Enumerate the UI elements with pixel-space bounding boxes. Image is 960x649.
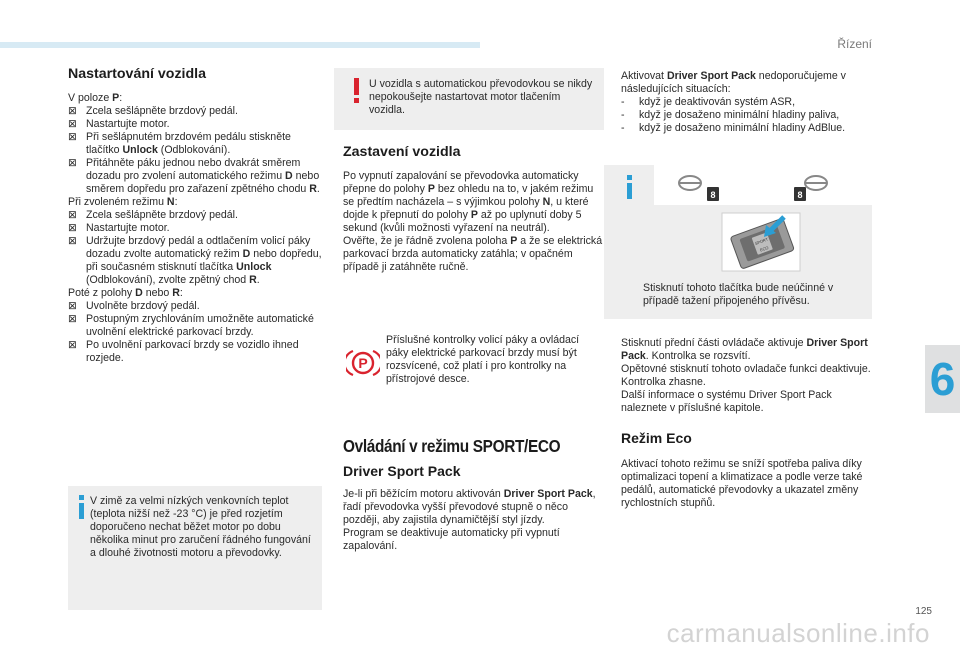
list-item: ⊠ Postupným zrychlováním umožněte automatické uvolnění elektrické parkovací brzdy. xyxy=(68,313,314,338)
dsp-para-2: Program se deaktivuje automaticky při vypnutí zapalování. xyxy=(343,527,560,552)
parking-brake-letter: P xyxy=(358,355,368,371)
parking-brake-note: Příslušné kontrolky volicí páky a ovládací páky elektrické parkovací brzdy musí být rozsvícené, což platí i pro kontrolky na přístrojové desce. xyxy=(386,334,580,385)
bullet-icon: ⊠ xyxy=(68,235,77,247)
dsp-title: Driver Sport Pack xyxy=(343,463,461,479)
bullet-icon: ⊠ xyxy=(68,105,77,117)
bullet-icon: ⊠ xyxy=(68,339,77,351)
neutral-intro: Při zvoleném režimu N: xyxy=(68,196,178,208)
list-item: ⊠ Po uvolnění parkovací brzdy se vozidlo ihned rozjede. xyxy=(68,339,299,364)
dash-bullet: - xyxy=(621,122,625,134)
warning-icon xyxy=(353,78,360,109)
stop-para-1: Po vypnutí zapalování se převodovka automaticky přepne do polohy P bez ohledu na to, v jakém režimu se předtím nacházela – s výjimkou polohy N, u které dojde k přepnutí do polohy P až po uplynutí doby 5 sekund (kvůli možnosti vyřazení na neutrál). xyxy=(343,170,594,234)
start-title: Nastartování vozidla xyxy=(68,66,206,82)
bullet-icon: ⊠ xyxy=(68,209,77,221)
list-item: ⊠ Udržujte brzdový pedál a odtlačením volicí páky dozadu zvolte automatický režim D nebo dopředu, při současném stisknutí tlačítka Unlock (Odblokování), zvolte zpětný chod R. xyxy=(68,235,322,286)
press-para-3: Další informace o systému Driver Sport Pack naleznete v příslušné kapitole. xyxy=(621,389,832,414)
watermark: carmanualsonline.info xyxy=(666,618,930,648)
dash-bullet: - xyxy=(621,96,625,108)
parking-brake-icon xyxy=(346,348,380,378)
winter-note-text: V zimě za velmi nízkých venkovních teplot (teplota nižší než -23 °C) je před rozjetím doporučeno nechat běžet motor po dobu několika minut pro zaručení řádného fungování a dlouhé životnosti motoru a převodovky. xyxy=(90,495,311,559)
list-item: ⊠ Zcela sešlápněte brzdový pedál. xyxy=(68,209,238,221)
stop-para-2: Ověřte, že je řádně zvolena poloha P a že se elektrická parkovací brzda automaticky zatáhla; v opačném případě ji zatáhněte ručně. xyxy=(343,235,603,273)
activation-intro: Aktivovat Driver Sport Pack nedoporučujeme v následujících situacích: xyxy=(621,70,846,95)
info-icon xyxy=(626,175,634,204)
page-number: 125 xyxy=(915,606,932,617)
list-item: ⊠ Zcela sešlápněte brzdový pedál. xyxy=(68,105,238,117)
list-item: ⊠ Při sešlápnutém brzdovém pedálu stiskněte tlačítko Unlock (Odblokování). xyxy=(68,131,291,156)
eco-title: Režim Eco xyxy=(621,430,692,446)
column-1 xyxy=(68,68,322,365)
winter-note-box xyxy=(68,486,322,610)
dsp-para-1: Je-li při běžícím motoru aktivován Driver Sport Pack, řadí převodovka vyšší převodové stupně o něco později, aby zajistila dynamičtější styl jízdy. xyxy=(343,488,596,526)
list-item: ⊠ Nastartujte motor. xyxy=(68,118,170,130)
section-label: Řízení xyxy=(837,37,872,51)
after-intro: Poté z polohy D nebo R: xyxy=(68,287,183,299)
press-para-1: Stisknutí přední části ovládače aktivuje Driver Sport Pack. Kontrolka se rozsvítí. xyxy=(621,337,868,362)
stop-title: Zastavení vozidla xyxy=(343,144,461,160)
dash-bullet: - xyxy=(621,109,625,121)
list-item: - když je dosaženo minimální hladiny paliva, xyxy=(621,109,840,121)
figure-box xyxy=(604,165,872,319)
bullet-icon: ⊠ xyxy=(68,131,77,143)
list-item: ⊠ Nastartujte motor. xyxy=(68,222,170,234)
bullet-icon: ⊠ xyxy=(68,222,77,234)
switch-illustration xyxy=(654,165,872,277)
info-icon xyxy=(78,495,84,523)
column-3 xyxy=(621,70,873,135)
chapter-tab xyxy=(925,345,960,413)
warning-text: U vozidla s automatickou převodovkou se nikdy nepokoušejte nastartovat motor tlačením vozidla. xyxy=(369,78,593,116)
svg-text:8: 8 xyxy=(710,190,716,200)
mode-title: Ovládání v režimu SPORT/ECO xyxy=(343,436,561,456)
press-para-2: Opětovné stisknutí tohoto ovladače funkci deaktivuje. Kontrolka zhasne. xyxy=(621,363,871,388)
bullet-icon: ⊠ xyxy=(68,300,77,312)
figure-caption: Stisknutí tohoto tlačítka bude neúčinné v případě tažení připojeného přívěsu. xyxy=(643,282,834,307)
list-item: ⊠ Přitáhněte páku jednou nebo dvakrát směrem dozadu pro zvolení automatického režimu D nebo směrem dopředu pro zařazení zpětného chodu R. xyxy=(68,157,320,195)
column-3-lower xyxy=(621,337,873,510)
start-intro: V poloze P: xyxy=(68,92,123,104)
header-bar xyxy=(0,42,480,48)
warning-box xyxy=(334,68,604,130)
bullet-icon: ⊠ xyxy=(68,118,77,130)
bullet-icon: ⊠ xyxy=(68,313,77,325)
chapter-number: 6 xyxy=(929,353,956,405)
list-item: - když je dosaženo minimální hladiny AdBlue. xyxy=(621,122,846,134)
mode-section xyxy=(343,436,605,553)
bullet-icon: ⊠ xyxy=(68,157,77,169)
eco-button-label: ECO xyxy=(759,244,770,253)
list-item: - když je deaktivován systém ASR, xyxy=(621,96,796,108)
svg-text:8: 8 xyxy=(797,190,803,200)
list-item: ⊠ Uvolněte brzdový pedál. xyxy=(68,300,200,312)
column-2 xyxy=(343,146,603,274)
sport-button-label: SPORT xyxy=(754,236,769,246)
eco-para: Aktivací tohoto režimu se sníží spotřeba paliva díky optimalizaci topení a klimatizace a podle verze také pedálů, automatické převodovky a ukazatel změny rychlostních stupňů. xyxy=(621,458,863,509)
